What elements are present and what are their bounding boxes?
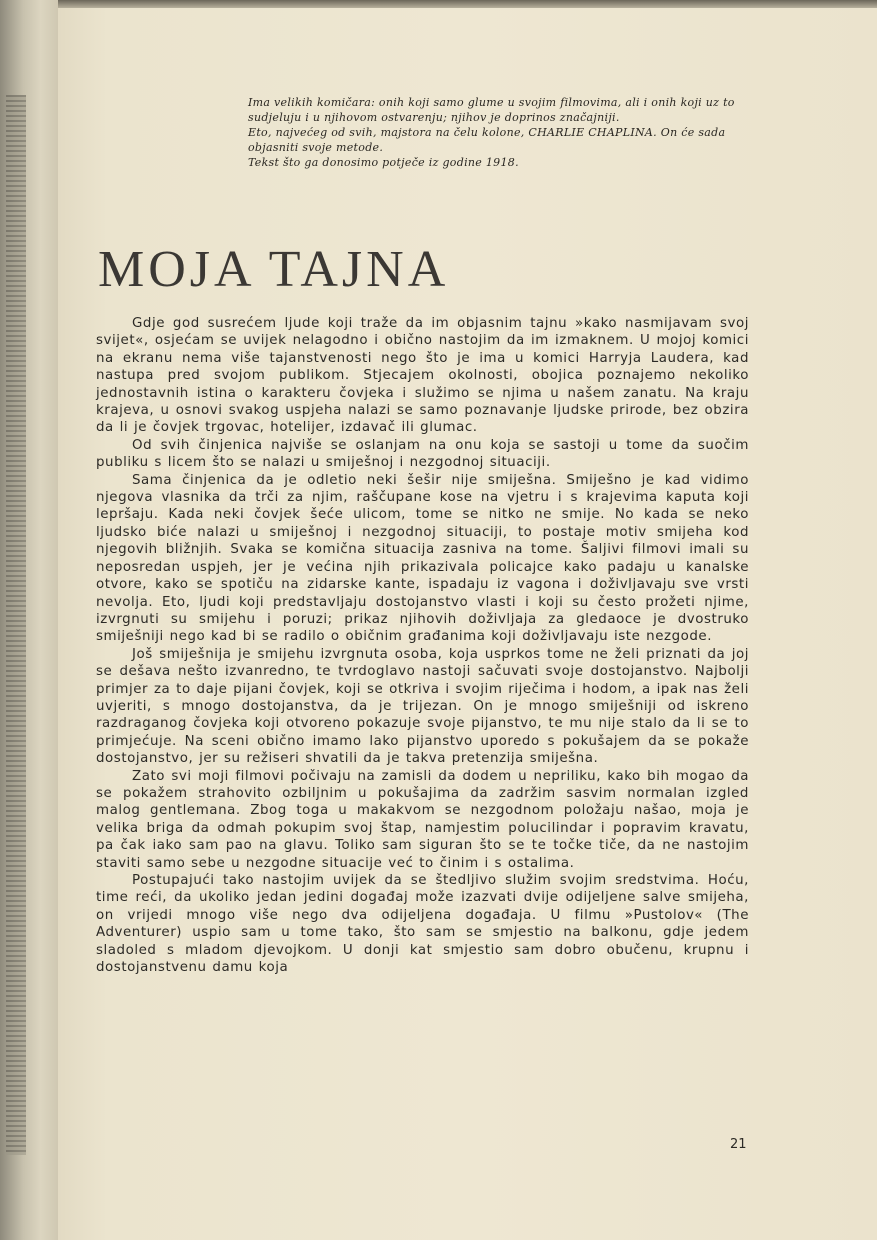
spine-binding-texture xyxy=(6,95,26,1155)
intro-note xyxy=(248,95,748,170)
book-spine-shadow xyxy=(0,0,58,1240)
page-number: 21 xyxy=(730,1137,747,1152)
body-paragraph-6: Postupajući tako nastojim uvijek da se štedljivo služim svojim sredstvima. Hoću, time reći, da ukoliko jedan jedini događaj može izazvati dvije odijeljene salve smijeha, on vrijedi mnogo više nego dva odijeljena događaja. U filmu »Pustolov« (The Adventurer) uspio sam u tome tako, što sam se smjestio na balkonu, gdje jedem sladoled s mladom djevojkom. U donji kat smjestio sam dobro obučenu, krupnu i dostojanstvenu damu koja xyxy=(96,873,749,976)
intro-paragraph-1: Ima velikih komičara: onih koji samo glume u svojim filmovima, ali i onih koji uz to sudjeluju i u njihovom ostvarenju; njihov je doprinos značajniji. xyxy=(248,96,735,124)
body-paragraph-4: Još smiješnija je smijehu izvrgnuta osoba, koja usprkos tome ne želi priznati da joj se dešava nešto izvanredno, te tvrdoglavo nastoji sačuvati svoje dostojanstvo. Najbolji primjer za to daje pijani čovjek, koji se otkriva i svojim riječima i hodom, a ipak nas želi uvjeriti, s mnogo dostojanstva, da je trijezan. On je mnogo smiješniji od iskreno razdraganog čovjeka koji otvoreno pokazuje svoje pijanstvo, te mu nije stalo da li se to primjećuje. Na sceni obično imamo lako pijanstvo uporedo s pokušajem da se pokaže dostojanstvo, jer su režiseri shvatili da je takva pretenzija smiješna. xyxy=(96,646,749,767)
intro-paragraph-2: Eto, najvećeg od svih, majstora na čelu kolone, CHARLIE CHAPLINA. On će sada objasniti svoje metode. xyxy=(248,126,726,154)
body-paragraph-2: Od svih činjenica najviše se oslanjam na onu koja se sastoji u tome da suočim publiku s licem što se nalazi u smiješnoj i nezgodnoj situaciji. xyxy=(96,437,749,471)
article-title: MOJA TAJNA xyxy=(98,241,450,298)
body-paragraph-1: Gdje god susrećem ljude koji traže da im objasnim tajnu »kako nasmijavam svoj svijet«, osjećam se uvijek nelagodno i obično nastojim da im izmaknem. U mojoj komici na ekranu nema više tajanstvenosti nego što je ima u komici Harryja Laudera, kad nastupa pred svojom publikom. Stjecajem okolnosti, obojica poznajemo nekoliko jednostavnih istina o karakteru čovjeka i služimo se njima u našem zanatu. Na kraju krajeva, u osnovi svakog uspjeha nalazi se samo poznavanje ljudske prirode, bez obzira da li je čovjek trgovac, hotelijer, izdavač ili glumac. xyxy=(96,316,749,436)
article-body xyxy=(96,315,749,976)
intro-paragraph-3: Tekst što ga donosimo potječe iz godine 1918. xyxy=(248,156,519,169)
body-paragraph-5: Zato svi moji filmovi počivaju na zamisli da dodem u nepriliku, kako bih mogao da se pokažem strahovito ozbiljnim u pokušajima da zadržim sasvim normalan izgled malog gentlemana. Zbog toga u makakvom se nezgodnom položaju našao, moja je velika briga da odmah pokupim svoj štap, namjestim polucilindar i popravim kravatu, pa čak iako sam pao na glavu. Toliko sam siguran što se te točke tiče, da ne nastojim staviti samo sebe u nezgodne situacije već to činim i s ostalima. xyxy=(96,768,749,871)
body-paragraph-3: Sama činjenica da je odletio neki šešir nije smiješna. Smiješno je kad vidimo njegova vlasnika da trči za njim, raščupane kose na vjetru i s krajevima kaputa koji lepršaju. Kada neki čovjek šeće ulicom, tome se nitko ne smije. No kada se neko ljudsko biće nalazi u smiješnoj i nezgodnoj situaciji, to postaje motiv smijeha kod njegovih bližnjih. Svaka se komična situacija zasniva na tome. Šaljivi filmovi imali su neposredan uspjeh, jer je većina njih prikazivala policajce kako padaju u kanalske otvore, kako se spotiču na zidarske kante, ispadaju iz vagona i doživljavaju sve vrsti nevolja. Eto, ljudi koji predstavljaju dostojanstvo vlasti i koji su često prožeti njime, izvrgnuti su smijehu i poruzi; prikaz njihovih doživljaja za gledaoce je dvostruko smiješniji nego kad bi se radilo o običnim građanima koji doživljavaju iste nezgode. xyxy=(96,472,749,645)
page-top-edge xyxy=(58,0,877,8)
